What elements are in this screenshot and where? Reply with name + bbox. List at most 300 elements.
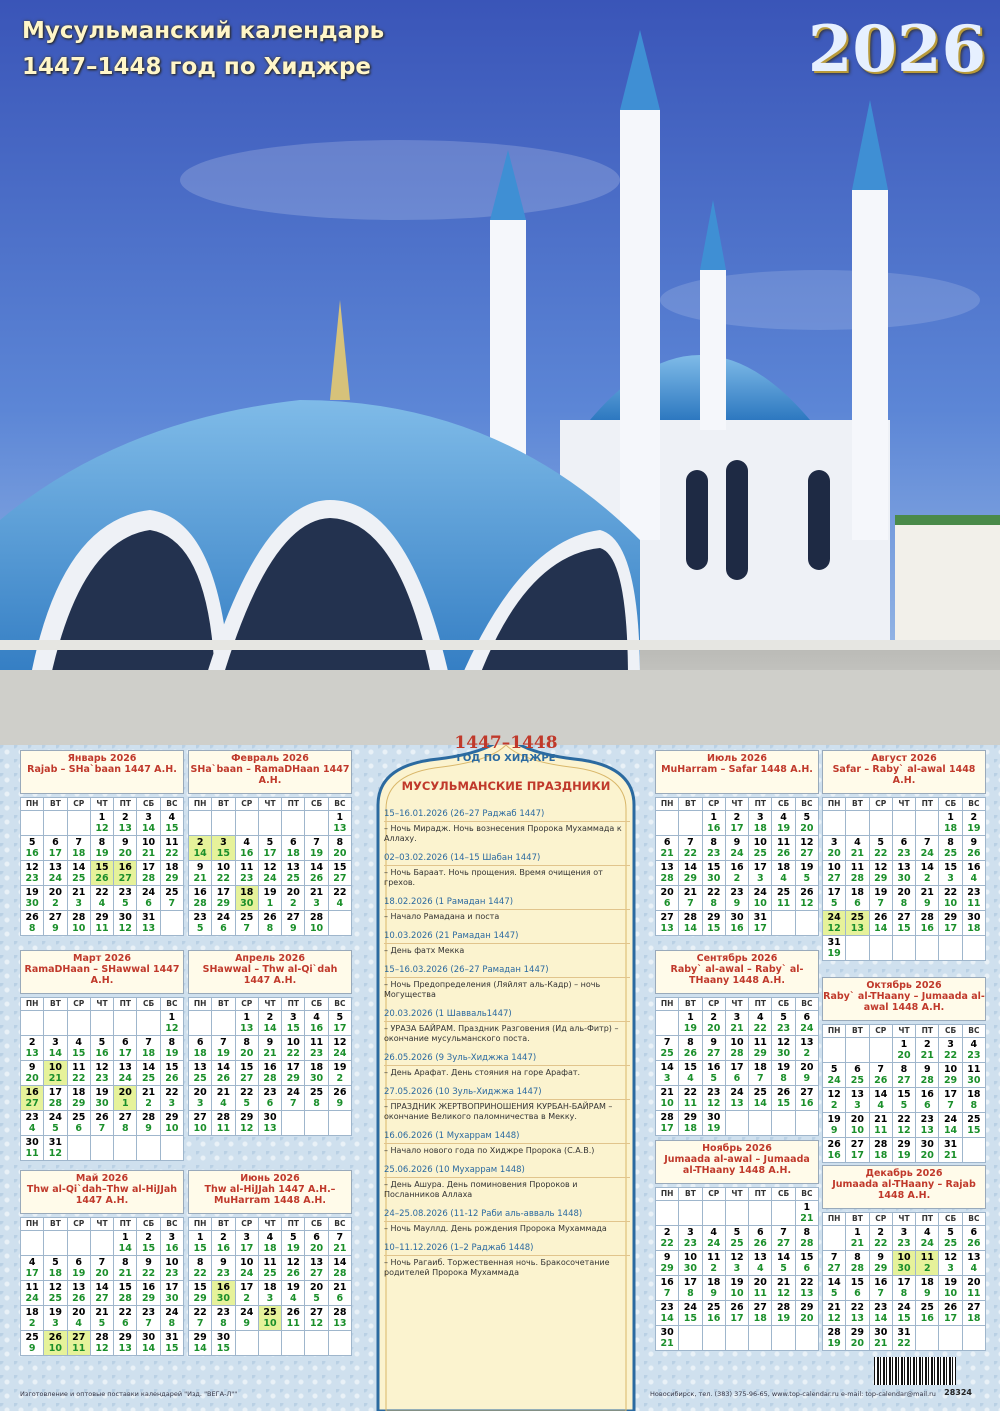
day-cell — [114, 886, 136, 910]
hijri-day: 16 — [730, 923, 744, 934]
holiday-description: – Ночь Бараат. Ночь прощения. Время очищения от грехов. — [384, 868, 603, 887]
day-cell — [91, 1036, 113, 1060]
day-cell — [114, 861, 136, 885]
day-cell — [161, 886, 183, 910]
day-cell — [749, 1061, 771, 1085]
month-hijri: Rajab – SHa`baan 1447 A.H. — [27, 764, 177, 775]
empty-cell — [329, 911, 351, 935]
hijri-day: 13 — [25, 1048, 39, 1059]
day-cell — [916, 911, 938, 935]
day-cell — [305, 886, 327, 910]
day-cell — [68, 861, 90, 885]
month-grid — [20, 997, 184, 1161]
day-cell — [846, 1301, 868, 1325]
gregorian-day: 29 — [943, 912, 958, 923]
day-cell — [846, 1088, 868, 1112]
gregorian-day: 19 — [95, 1087, 109, 1098]
day-cell — [236, 886, 258, 910]
gregorian-day: 2 — [710, 1012, 718, 1023]
day-cell — [939, 1038, 961, 1062]
hijri-day: 12 — [800, 898, 814, 909]
gregorian-day: 20 — [309, 1282, 324, 1293]
hijri-day: 30 — [707, 873, 721, 884]
gregorian-day: 17 — [943, 1089, 958, 1100]
product-code: 28324 — [944, 1388, 972, 1397]
gregorian-day: 23 — [193, 912, 207, 923]
empty-cell — [212, 1011, 234, 1035]
hijri-day: 5 — [710, 1073, 718, 1084]
hijri-day: 18 — [967, 923, 981, 934]
hijri-day: 2 — [710, 1263, 718, 1274]
gregorian-day: 1 — [854, 1227, 861, 1238]
hijri-day: 22 — [683, 848, 698, 859]
hijri-day: 14 — [753, 1098, 767, 1109]
day-cell — [68, 1111, 90, 1135]
empty-cell — [796, 911, 818, 935]
day-cell — [329, 1036, 351, 1060]
day-cell — [68, 1256, 90, 1280]
gregorian-day: 10 — [827, 862, 841, 873]
day-cell — [212, 836, 234, 860]
gregorian-day: 16 — [216, 1282, 231, 1293]
gregorian-day: 23 — [216, 1307, 231, 1318]
day-cell — [749, 811, 771, 835]
hijri-day: 12 — [707, 1098, 721, 1109]
day-cell — [189, 911, 211, 935]
day-cell — [161, 1011, 183, 1035]
weekday-header: ПН — [189, 1218, 211, 1230]
hijri-day: 11 — [776, 898, 791, 909]
empty-cell — [114, 1011, 136, 1035]
gregorian-day: 21 — [660, 1087, 674, 1098]
hijri-day: 17 — [333, 1023, 347, 1034]
day-cell — [236, 1306, 258, 1330]
day-cell — [68, 1331, 90, 1355]
holiday-item — [384, 809, 630, 844]
gregorian-day: 26 — [943, 1302, 958, 1313]
gregorian-day: 25 — [967, 1114, 981, 1125]
day-cell — [259, 1036, 281, 1060]
gregorian-day: 7 — [830, 1252, 838, 1263]
empty-cell — [703, 1201, 725, 1225]
empty-cell — [161, 911, 183, 935]
day-cell — [189, 1281, 211, 1305]
empty-cell — [282, 1331, 304, 1355]
gregorian-day: 18 — [707, 1277, 721, 1288]
hijri-day: 26 — [95, 873, 109, 884]
holiday-description: – День фатх Мекка — [384, 946, 465, 955]
gregorian-day: 8 — [196, 1257, 204, 1268]
hijri-day: 23 — [95, 1073, 109, 1084]
gregorian-day: 18 — [72, 1087, 86, 1098]
gregorian-day: 12 — [827, 1089, 841, 1100]
day-cell — [893, 1301, 915, 1325]
weekday-header: СБ — [939, 1025, 961, 1037]
gregorian-day: 30 — [118, 912, 132, 923]
weekday-header: ВТ — [846, 1213, 868, 1225]
hijri-day: 12 — [95, 823, 109, 834]
day-cell — [259, 1306, 281, 1330]
gregorian-day: 20 — [286, 887, 300, 898]
gregorian-day: 15 — [800, 1252, 814, 1263]
day-cell — [282, 1086, 304, 1110]
weekday-header: ПТ — [282, 798, 304, 810]
gregorian-day: 6 — [313, 1232, 320, 1243]
hijri-day: 13 — [800, 1288, 814, 1299]
holiday-date: 16.06.2026 (1 Мухаррам 1448) — [384, 1131, 630, 1144]
month-hijri: Raby` al-THaany – Jumaada al-awal 1448 A.H. — [823, 991, 985, 1013]
holiday-description: – Ночь Мауллд. День рождения Пророка Мухаммада — [384, 1224, 607, 1233]
day-cell — [236, 1061, 258, 1085]
hijri-day: 8 — [313, 1098, 320, 1109]
day-cell — [161, 1231, 183, 1255]
weekday-header: ВТ — [212, 1218, 234, 1230]
day-cell — [329, 1256, 351, 1280]
weekday-header: СБ — [772, 798, 794, 810]
empty-cell — [656, 811, 678, 835]
day-cell — [870, 1226, 892, 1250]
hijri-day: 12 — [827, 1313, 841, 1324]
empty-cell — [916, 1326, 938, 1350]
gregorian-day: 20 — [800, 1062, 814, 1073]
day-cell — [823, 1251, 845, 1275]
gregorian-day: 13 — [850, 1089, 865, 1100]
gregorian-day: 19 — [943, 1277, 958, 1288]
gregorian-day: 28 — [920, 912, 934, 923]
day-cell — [305, 1231, 327, 1255]
hijri-day: 27 — [827, 1263, 841, 1274]
hijri-day: 13 — [333, 823, 347, 834]
day-cell — [68, 836, 90, 860]
holiday-description: – УРАЗА БАЙРАМ. Праздник Разговения (Ид аль-Фитр) – окончание мусульманского поста. — [384, 1024, 619, 1043]
day-cell — [846, 1251, 868, 1275]
month-grid — [822, 1212, 986, 1351]
gregorian-day: 2 — [877, 1227, 885, 1238]
day-cell — [703, 911, 725, 935]
month-header — [20, 950, 184, 994]
day-cell — [114, 811, 136, 835]
gregorian-day: 17 — [286, 1062, 300, 1073]
gregorian-day: 7 — [923, 837, 931, 848]
hijri-day: 20 — [707, 1023, 721, 1034]
day-cell — [236, 861, 258, 885]
day-cell — [329, 811, 351, 835]
hijri-day: 4 — [289, 1293, 297, 1304]
day-cell — [823, 1276, 845, 1300]
hijri-day: 9 — [733, 898, 741, 909]
empty-cell — [916, 811, 938, 835]
hijri-day: 2 — [923, 873, 931, 884]
hijri-day: 14 — [48, 1048, 63, 1059]
day-cell — [916, 1226, 938, 1250]
hijri-day: 4 — [756, 1263, 764, 1274]
day-cell — [749, 886, 771, 910]
empty-cell — [161, 1136, 183, 1160]
day-cell — [282, 1231, 304, 1255]
gregorian-day: 21 — [95, 1307, 109, 1318]
gregorian-day: 29 — [850, 1327, 865, 1338]
gregorian-day: 27 — [72, 1332, 86, 1343]
hijri-day: 2 — [243, 1293, 251, 1304]
hijri-day: 15 — [165, 823, 179, 834]
hijri-day: 14 — [193, 1343, 207, 1354]
empty-cell — [749, 1326, 771, 1350]
day-cell — [870, 1276, 892, 1300]
empty-cell — [68, 811, 90, 835]
gregorian-day: 24 — [827, 912, 841, 923]
gregorian-day: 13 — [800, 1037, 814, 1048]
hijri-day: 16 — [800, 1098, 814, 1109]
gregorian-day: 16 — [25, 1087, 39, 1098]
hijri-day: 3 — [854, 1100, 861, 1111]
gregorian-day: 18 — [967, 1089, 981, 1100]
gregorian-day: 27 — [286, 912, 300, 923]
gregorian-day: 28 — [95, 1332, 109, 1343]
day-cell — [189, 1061, 211, 1085]
gregorian-day: 29 — [118, 1332, 132, 1343]
day-cell — [772, 886, 794, 910]
empty-cell — [68, 1136, 90, 1160]
gregorian-day: 21 — [920, 887, 934, 898]
hijri-day: 10 — [165, 1123, 179, 1134]
empty-cell — [91, 1136, 113, 1160]
hijri-day: 13 — [333, 1318, 347, 1329]
day-cell — [703, 886, 725, 910]
day-cell — [656, 1276, 678, 1300]
hijri-day: 20 — [897, 1050, 911, 1061]
gregorian-day: 30 — [660, 1327, 674, 1338]
day-cell — [656, 836, 678, 860]
empty-cell — [679, 1201, 701, 1225]
day-cell — [236, 1281, 258, 1305]
gregorian-day: 25 — [850, 912, 865, 923]
holiday-date: 15–16.01.2026 (26–27 Раджаб 1447) — [384, 809, 630, 822]
day-cell — [870, 1326, 892, 1350]
weekday-header: ЧТ — [91, 798, 113, 810]
gregorian-day: 9 — [710, 1037, 718, 1048]
day-cell — [963, 1063, 985, 1087]
gregorian-day: 4 — [710, 1227, 718, 1238]
day-cell — [305, 1036, 327, 1060]
weekday-header: ПН — [189, 998, 211, 1010]
hijri-day: 13 — [850, 923, 865, 934]
hijri-day: 19 — [286, 1243, 300, 1254]
day-cell — [703, 1301, 725, 1325]
day-cell — [893, 911, 915, 935]
hijri-day: 14 — [141, 1343, 156, 1354]
hijri-day: 23 — [967, 1050, 981, 1061]
day-cell — [726, 1036, 748, 1060]
gregorian-day: 23 — [141, 1307, 156, 1318]
holiday-description: – ПРАЗДНИК ЖЕРТВОПРИНОШЕНИЯ КУРБАН-БАЙРАМ – окончание Великого паломничества в Мекку. — [384, 1102, 613, 1121]
gregorian-day: 21 — [72, 887, 86, 898]
gregorian-day: 2 — [196, 837, 204, 848]
day-cell — [212, 886, 234, 910]
empty-cell — [846, 811, 868, 835]
weekday-header: ЧТ — [259, 998, 281, 1010]
month-header — [188, 750, 352, 794]
month-name: Июнь 2026 — [240, 1173, 300, 1184]
gregorian-day: 22 — [897, 1114, 911, 1125]
day-cell — [236, 1086, 258, 1110]
gregorian-day: 14 — [333, 1257, 347, 1268]
day-cell — [91, 1111, 113, 1135]
gregorian-day: 11 — [967, 1064, 981, 1075]
hijri-day: 10 — [263, 1318, 277, 1329]
day-cell — [656, 1326, 678, 1350]
gregorian-day: 14 — [72, 862, 86, 873]
gregorian-day: 5 — [266, 837, 274, 848]
gregorian-day: 11 — [165, 837, 179, 848]
gregorian-day: 3 — [243, 1232, 251, 1243]
day-cell — [21, 1256, 43, 1280]
gregorian-day: 28 — [660, 1112, 674, 1123]
day-cell — [656, 1111, 678, 1135]
hijri-day: 17 — [730, 1313, 744, 1324]
hijri-day: 30 — [216, 1293, 231, 1304]
gregorian-day: 21 — [333, 1282, 347, 1293]
gregorian-day: 5 — [289, 1232, 297, 1243]
gregorian-day: 15 — [193, 1282, 207, 1293]
gregorian-day: 19 — [827, 1114, 841, 1125]
hijri-day: 26 — [753, 1238, 767, 1249]
weekday-header: ПТ — [282, 998, 304, 1010]
hijri-day: 6 — [854, 898, 861, 909]
weekday-header: СР — [236, 998, 258, 1010]
month-hijri: Jumaada al-awal – Jumaada al-THaany 1448 A.H. — [664, 1154, 810, 1176]
month-grid — [655, 797, 819, 936]
weekday-header: СР — [68, 998, 90, 1010]
day-cell — [846, 1063, 868, 1087]
day-cell — [749, 1036, 771, 1060]
hijri-day: 10 — [943, 1288, 958, 1299]
hijri-day: 29 — [943, 1075, 958, 1086]
weekday-header: ВТ — [679, 798, 701, 810]
gregorian-day: 7 — [663, 1037, 671, 1048]
day-cell — [870, 886, 892, 910]
hijri-day: 28 — [118, 1293, 132, 1304]
hijri-day: 7 — [243, 923, 251, 934]
weekday-header: ПТ — [749, 1188, 771, 1200]
empty-cell — [772, 1326, 794, 1350]
gregorian-day: 30 — [141, 1332, 156, 1343]
gregorian-day: 22 — [165, 1087, 179, 1098]
day-cell — [796, 1086, 818, 1110]
hijri-day: 18 — [967, 1313, 981, 1324]
hijri-day: 28 — [263, 1073, 277, 1084]
month-header — [655, 950, 819, 994]
day-cell — [749, 1276, 771, 1300]
gregorian-day: 2 — [145, 1232, 152, 1243]
gregorian-day: 10 — [943, 1064, 958, 1075]
day-cell — [772, 1301, 794, 1325]
day-cell — [703, 811, 725, 835]
gregorian-day: 23 — [707, 1087, 721, 1098]
day-cell — [44, 1061, 66, 1085]
holiday-item — [384, 1131, 630, 1156]
day-cell — [679, 1011, 701, 1035]
day-cell — [823, 1326, 845, 1350]
day-cell — [259, 1011, 281, 1035]
hijri-day: 8 — [900, 1288, 908, 1299]
gregorian-day: 27 — [967, 1302, 981, 1313]
gregorian-day: 29 — [240, 1112, 254, 1123]
hijri-day: 29 — [683, 873, 698, 884]
hijri-day: 8 — [220, 1318, 227, 1329]
hijri-day: 8 — [900, 898, 908, 909]
hijri-day: 4 — [970, 873, 978, 884]
hijri-day: 19 — [827, 1338, 841, 1349]
hijri-day: 28 — [660, 873, 674, 884]
hijri-day: 5 — [830, 1288, 838, 1299]
weekday-header: ЧТ — [259, 1218, 281, 1230]
day-cell — [939, 811, 961, 835]
day-cell — [796, 886, 818, 910]
weekday-header: ВТ — [679, 998, 701, 1010]
hijri-day: 30 — [95, 1098, 109, 1109]
month-header — [822, 977, 986, 1021]
month-name: Март 2026 — [73, 953, 131, 964]
hijri-day: 12 — [897, 1125, 911, 1136]
empty-cell — [236, 1331, 258, 1355]
empty-cell — [44, 811, 66, 835]
gregorian-day: 19 — [25, 887, 39, 898]
day-cell — [114, 1231, 136, 1255]
day-cell — [679, 1036, 701, 1060]
holiday-date: 10.03.2026 (21 Рамадан 1447) — [384, 931, 630, 944]
hijri-day: 13 — [730, 1098, 744, 1109]
day-cell — [21, 1111, 43, 1135]
day-cell — [656, 911, 678, 935]
day-cell — [963, 836, 985, 860]
day-cell — [212, 1256, 234, 1280]
gregorian-day: 14 — [874, 1089, 888, 1100]
hijri-day: 14 — [141, 823, 156, 834]
gregorian-day: 18 — [309, 1062, 324, 1073]
day-cell — [212, 1036, 234, 1060]
day-cell — [21, 861, 43, 885]
hijri-day: 14 — [263, 1023, 277, 1034]
hijri-day: 17 — [263, 848, 277, 859]
day-cell — [939, 1113, 961, 1137]
weekday-header: СБ — [305, 1218, 327, 1230]
empty-cell — [282, 811, 304, 835]
weekday-header: ПН — [21, 798, 43, 810]
day-cell — [114, 1331, 136, 1355]
gregorian-day: 8 — [243, 1037, 251, 1048]
holiday-date: 24–25.08.2026 (11-12 Раби аль-авваль 1448) — [384, 1209, 630, 1222]
hijri-day: 13 — [118, 1343, 132, 1354]
gregorian-day: 5 — [733, 1227, 741, 1238]
day-cell — [44, 1086, 66, 1110]
month-11 — [655, 1140, 819, 1351]
gregorian-day: 21 — [216, 1087, 231, 1098]
gregorian-day: 12 — [25, 862, 39, 873]
month-hijri: SHa`baan – RamaDHaan 1447 A.H. — [190, 764, 350, 786]
hijri-day: 20 — [240, 1048, 254, 1059]
empty-cell — [823, 1038, 845, 1062]
hijri-day: 7 — [289, 1098, 297, 1109]
hijri-day: 25 — [193, 1073, 207, 1084]
hijri-day: 16 — [216, 1243, 231, 1254]
day-cell — [305, 1281, 327, 1305]
hijri-day: 12 — [827, 923, 841, 934]
hijri-day: 29 — [286, 1073, 300, 1084]
day-cell — [282, 886, 304, 910]
hijri-day: 24 — [920, 1238, 934, 1249]
hijri-day: 23 — [707, 848, 721, 859]
hijri-day: 29 — [193, 1293, 207, 1304]
